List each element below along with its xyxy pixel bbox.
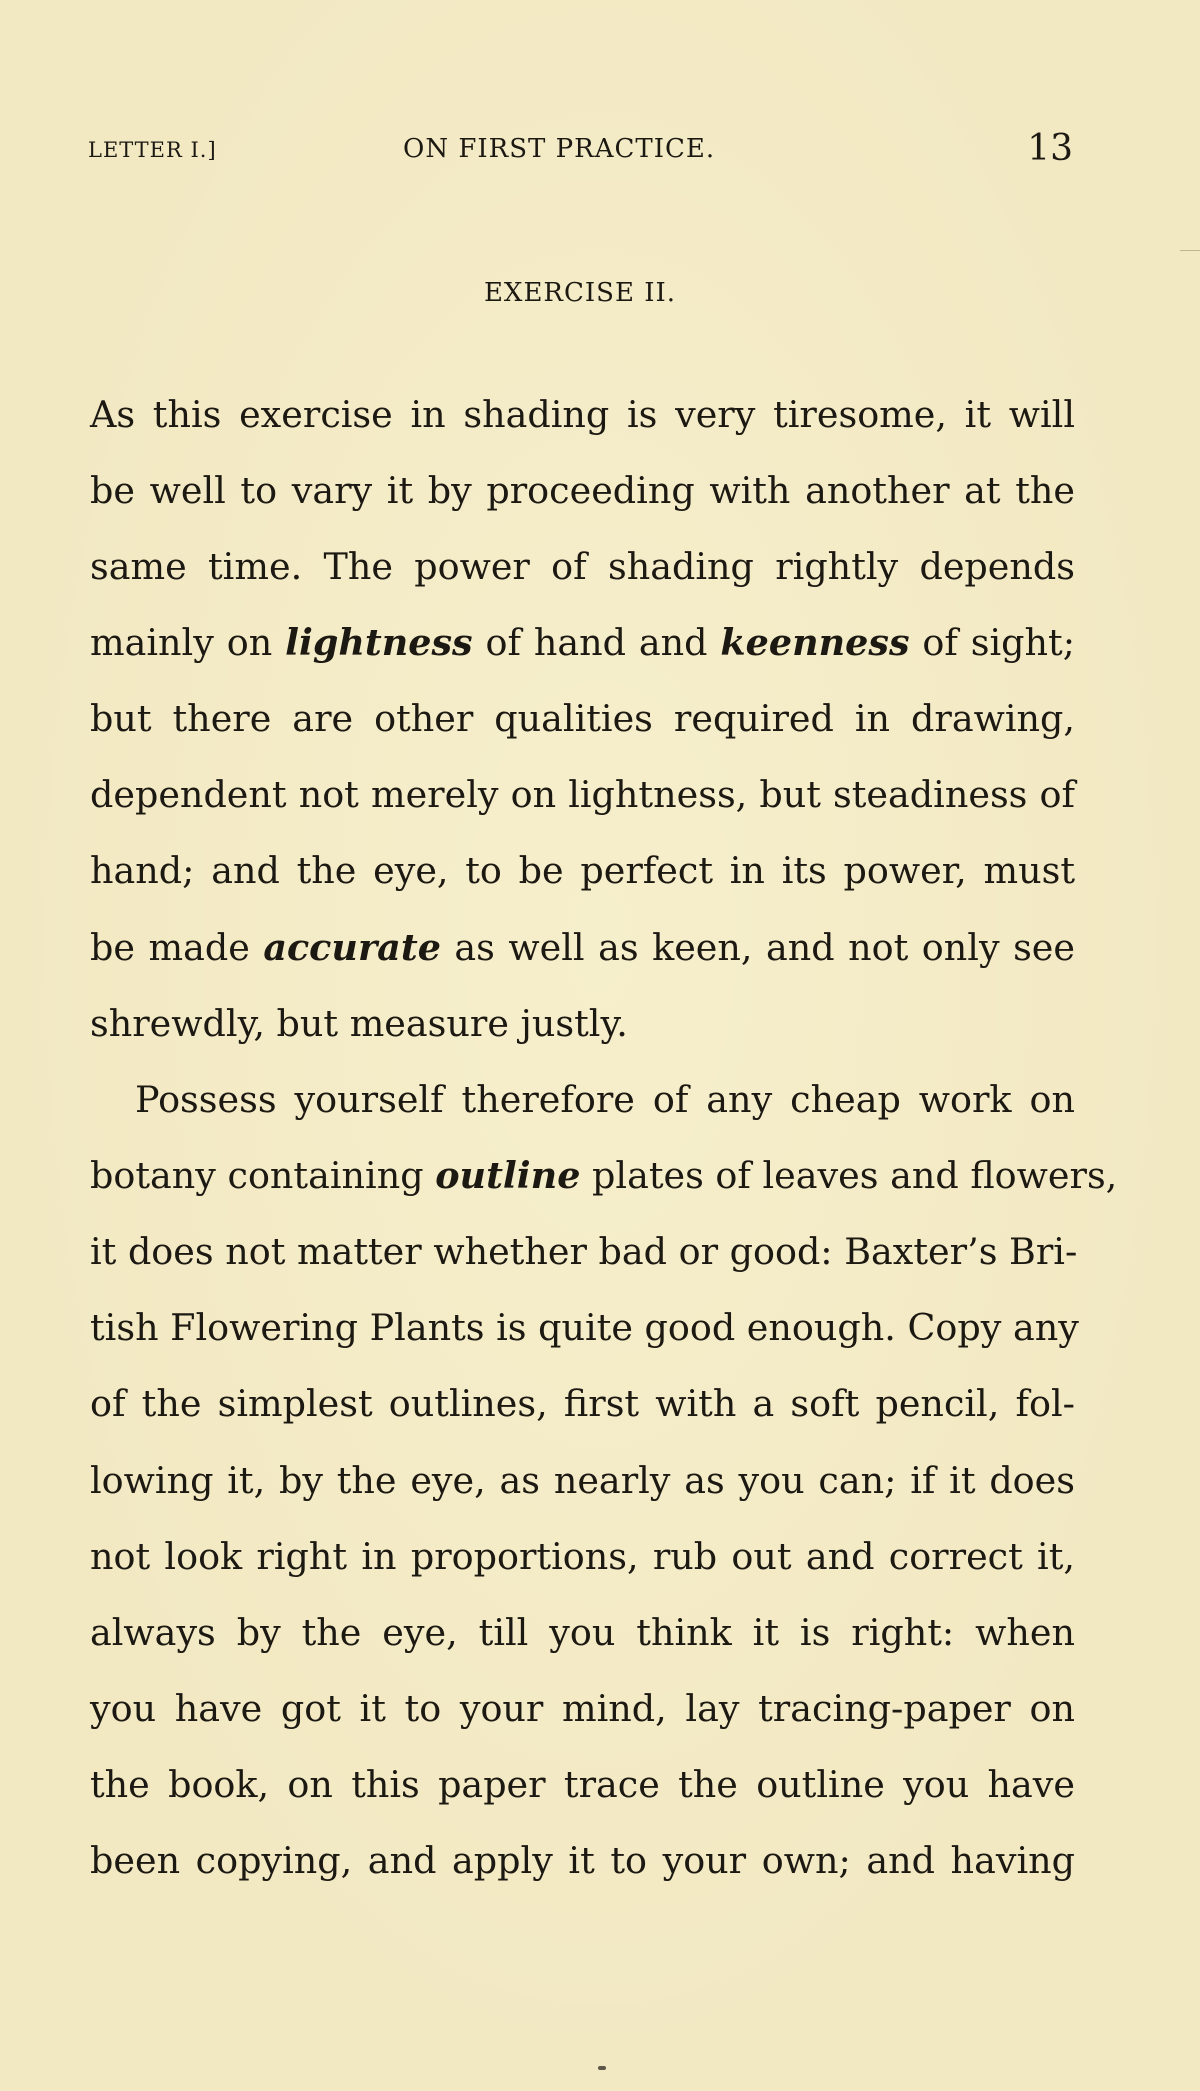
text-run: Possess yourself therefore of any cheap work on bbox=[135, 1078, 1075, 1121]
text-run: but there are other qualities required in drawing, bbox=[90, 697, 1075, 740]
text-run: As this exercise in shading is very tiresome, it will bbox=[90, 393, 1075, 436]
page-edge-mark bbox=[1180, 250, 1200, 251]
text-line bbox=[135, 1077, 1075, 1123]
section-heading: EXERCISE II. bbox=[483, 278, 677, 308]
page-number: 13 bbox=[1027, 128, 1073, 169]
text-line bbox=[90, 696, 1075, 742]
text-line bbox=[90, 772, 1075, 818]
text-run: be made bbox=[90, 926, 264, 969]
text-line bbox=[90, 1534, 1075, 1580]
text-line bbox=[90, 1458, 1075, 1504]
text-line bbox=[90, 1229, 1078, 1275]
italic-text: lightness bbox=[285, 621, 473, 664]
text-run: dependent not merely on lightness, but steadiness of bbox=[90, 773, 1075, 816]
chapter-reference: LETTER I.] bbox=[88, 138, 217, 162]
text-line bbox=[90, 392, 1075, 438]
text-line bbox=[90, 544, 1075, 590]
text-line bbox=[90, 1838, 1075, 1884]
ink-speck bbox=[598, 2066, 606, 2070]
text-line bbox=[90, 1610, 1075, 1656]
text-line bbox=[90, 468, 1075, 514]
text-line bbox=[90, 1305, 1079, 1351]
text-run: it does not matter whether bad or good: Baxter’s Bri- bbox=[90, 1230, 1078, 1273]
text-line bbox=[90, 1381, 1075, 1427]
text-line bbox=[90, 1686, 1075, 1732]
text-run: tish Flowering Plants is quite good enough. Copy any bbox=[90, 1306, 1079, 1349]
text-run: you have got it to your mind, lay tracing-paper on bbox=[90, 1687, 1075, 1730]
text-run: hand; and the eye, to be perfect in its power, must bbox=[90, 849, 1075, 892]
text-line bbox=[90, 1153, 1118, 1199]
text-line bbox=[90, 620, 1075, 666]
text-run: not look right in proportions, rub out and correct it, bbox=[90, 1535, 1075, 1578]
text-run: mainly on bbox=[90, 621, 286, 664]
text-run: be well to vary it by proceeding with another at the bbox=[90, 469, 1075, 512]
italic-text: accurate bbox=[263, 926, 441, 969]
italic-text: outline bbox=[435, 1154, 581, 1197]
italic-text: keenness bbox=[720, 621, 910, 664]
text-line bbox=[90, 1762, 1075, 1808]
text-run: plates of leaves and flowers, bbox=[580, 1154, 1118, 1197]
text-line bbox=[90, 925, 1075, 971]
text-run: as well as keen, and not only see bbox=[440, 926, 1075, 969]
text-run: same time. The power of shading rightly depends bbox=[90, 545, 1075, 588]
text-run: of hand and bbox=[472, 621, 721, 664]
text-run: shrewdly, but measure justly. bbox=[90, 1002, 628, 1045]
running-title: ON FIRST PRACTICE. bbox=[403, 134, 716, 164]
text-run: the book, on this paper trace the outline you have bbox=[90, 1763, 1075, 1806]
text-run: botany containing bbox=[90, 1154, 436, 1197]
text-run: lowing it, by the eye, as nearly as you can; if it does bbox=[90, 1459, 1075, 1502]
text-run: been copying, and apply it to your own; and having bbox=[90, 1839, 1075, 1882]
text-line bbox=[90, 1001, 1075, 1047]
text-run: of the simplest outlines, first with a soft pencil, fol- bbox=[90, 1382, 1075, 1425]
text-run: always by the eye, till you think it is right: when bbox=[90, 1611, 1075, 1654]
running-head bbox=[88, 128, 1073, 168]
text-line bbox=[90, 848, 1075, 894]
text-run: of sight; bbox=[909, 621, 1075, 664]
